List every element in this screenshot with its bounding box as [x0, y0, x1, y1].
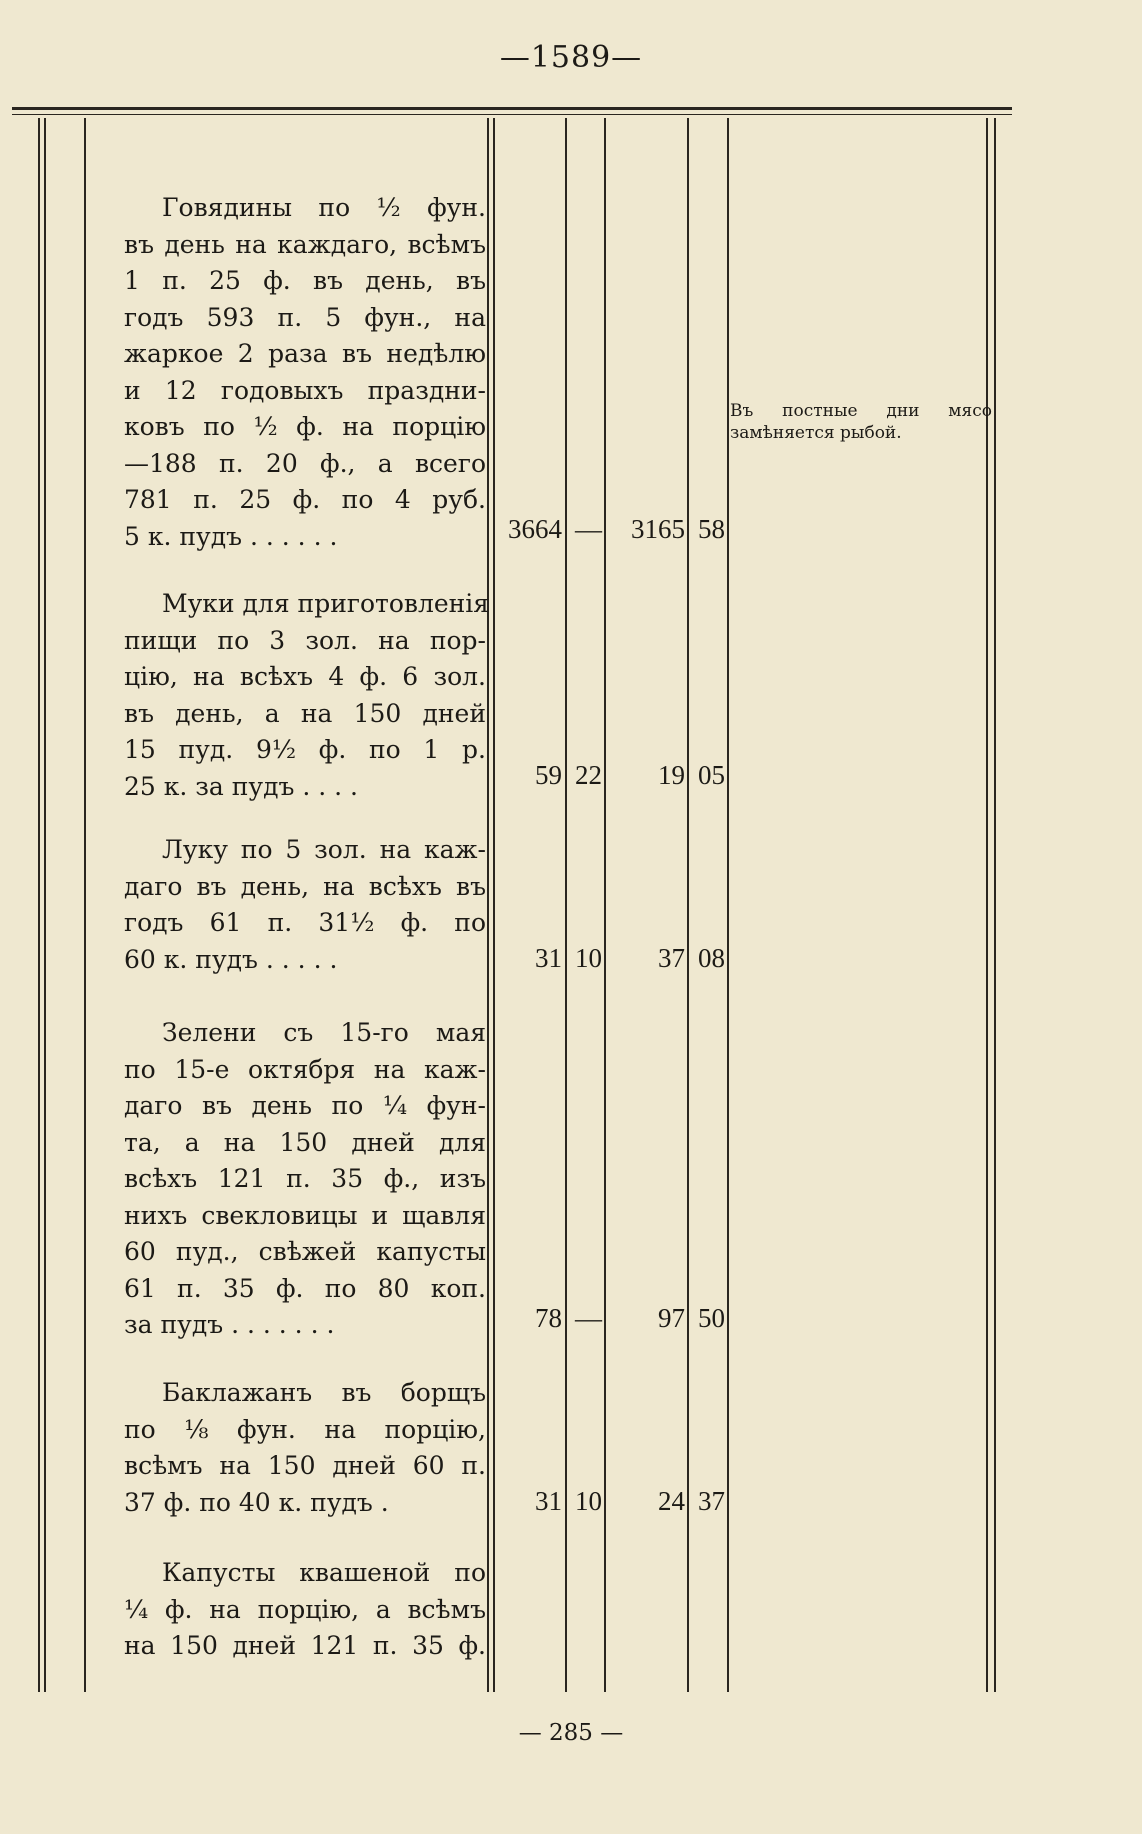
amount-1-kopecks: 22	[575, 760, 602, 790]
entry-line: 1 п. 25 ф. въ день, въ	[124, 266, 486, 295]
entry-beef	[124, 190, 486, 555]
entry-line: въ день, а на 150 дней	[124, 698, 486, 728]
amount-2-kopecks: 08	[698, 943, 725, 973]
entry-flour	[124, 586, 490, 805]
entry-sauerkraut	[124, 1555, 486, 1665]
amount-2-rubles: 3165	[631, 514, 685, 544]
entry-line: даго въ день по ¼ фун-	[124, 1091, 486, 1120]
entry-line: за пудъ . . . . . . .	[124, 1310, 335, 1339]
entry-line: по ⅛ фун. на порцію,	[124, 1414, 486, 1444]
table-border-right-outer	[994, 118, 996, 1692]
amount-2-rubles: 37	[658, 943, 685, 973]
header-rule-thick	[12, 107, 1012, 110]
amount-1-rubles: 78	[535, 1303, 562, 1333]
amount-1-rubles: 59	[535, 760, 562, 790]
entry-line: 60 к. пудъ . . . . .	[124, 944, 338, 974]
amount-1-kopecks: —	[575, 1303, 602, 1333]
entry-line: Зелени съ 15-го мая	[162, 1018, 486, 1047]
table-line-margin	[84, 118, 86, 1692]
entry-line: пищи по 3 зол. на пор-	[124, 625, 486, 655]
header-rule-thin	[12, 114, 1012, 115]
entry-line: 5 к. пудъ . . . . . .	[124, 521, 338, 551]
entry-greens	[124, 1015, 486, 1344]
column-divider-kop-2	[727, 118, 729, 1692]
column-divider-text-2	[493, 118, 495, 1692]
entry-line: всѣхъ 121 п. 35 ф., изъ	[124, 1164, 486, 1193]
page-number-top: —1589—	[499, 40, 643, 75]
column-divider-text	[487, 118, 489, 1692]
entry-line: Говядины по ½ фун.	[162, 193, 486, 222]
entry-line: 61 п. 35 ф. по 80 коп.	[124, 1273, 486, 1303]
entry-line: Луку по 5 зол. на каж-	[162, 835, 486, 864]
entry-line: та, а на 150 дней для	[124, 1127, 486, 1157]
entry-line: ковъ по ½ ф. на порцію	[124, 412, 486, 441]
column-divider-rub-2	[687, 118, 689, 1692]
table-border-right-inner	[986, 118, 988, 1692]
entry-line: годъ 593 п. 5 фун., на	[124, 302, 486, 332]
entry-line: 25 к. за пудъ . . . .	[124, 771, 359, 801]
entry-line: годъ 61 п. 31½ ф. по	[124, 908, 486, 937]
amount-1-kopecks: 10	[575, 943, 602, 973]
entry-line: даго въ день, на всѣхъ въ	[124, 871, 486, 901]
amount-1-kopecks: 10	[575, 1486, 602, 1516]
entry-line: ¼ ф. на порцію, а всѣмъ	[124, 1594, 486, 1624]
amount-2-rubles: 24	[658, 1486, 685, 1516]
entry-line: —188 п. 20 ф., а всего	[124, 448, 486, 478]
table-border-left-outer	[38, 118, 40, 1692]
amount-2-rubles: 19	[658, 760, 685, 790]
entry-line: 37 ф. по 40 к. пудъ .	[124, 1487, 389, 1517]
table-border-left-inner	[44, 118, 46, 1692]
entry-line: и 12 годовыхъ праздни-	[124, 375, 486, 405]
entry-line: всѣмъ на 150 дней 60 п.	[124, 1451, 486, 1480]
entry-line: на 150 дней 121 п. 35 ф.	[124, 1631, 486, 1660]
amount-1-rubles: 31	[535, 1486, 562, 1516]
amount-2-rubles: 97	[658, 1303, 685, 1333]
amount-2-kopecks: 50	[698, 1303, 725, 1333]
amount-2-kopecks: 58	[698, 514, 725, 544]
entry-line: цію, на всѣхъ 4 ф. 6 зол.	[124, 662, 486, 691]
entry-line: Баклажанъ въ борщъ	[162, 1378, 486, 1407]
entry-line: 781 п. 25 ф. по 4 руб.	[124, 485, 486, 514]
page-number-bottom: — 285 —	[518, 1720, 624, 1746]
entry-line: Муки для приготовленія	[162, 589, 490, 618]
entry-line: нихъ свекловицы и щавля	[124, 1200, 486, 1230]
entry-line: 60 пуд., свѣжей капусты	[124, 1237, 486, 1266]
entry-onion	[124, 832, 486, 978]
amount-2-kopecks: 05	[698, 760, 725, 790]
entry-line: по 15-е октября на каж-	[124, 1054, 486, 1084]
entry-line: жаркое 2 раза въ недѣлю	[124, 339, 486, 368]
amount-2-kopecks: 37	[698, 1486, 725, 1516]
entry-line: въ день на каждаго, всѣмъ	[124, 229, 486, 259]
entry-eggplant	[124, 1375, 486, 1521]
entry-line: Капусты квашеной по	[162, 1558, 486, 1587]
entry-line: 15 пуд. 9½ ф. по 1 р.	[124, 735, 486, 764]
column-divider-rub-1	[565, 118, 567, 1692]
column-divider-kop-1	[604, 118, 606, 1692]
amount-1-kopecks: —	[575, 514, 602, 544]
amount-1-rubles: 31	[535, 943, 562, 973]
remarks-note: Въ постные дни мясо замѣняется рыбой.	[730, 401, 992, 443]
amount-1-rubles: 3664	[508, 514, 562, 544]
